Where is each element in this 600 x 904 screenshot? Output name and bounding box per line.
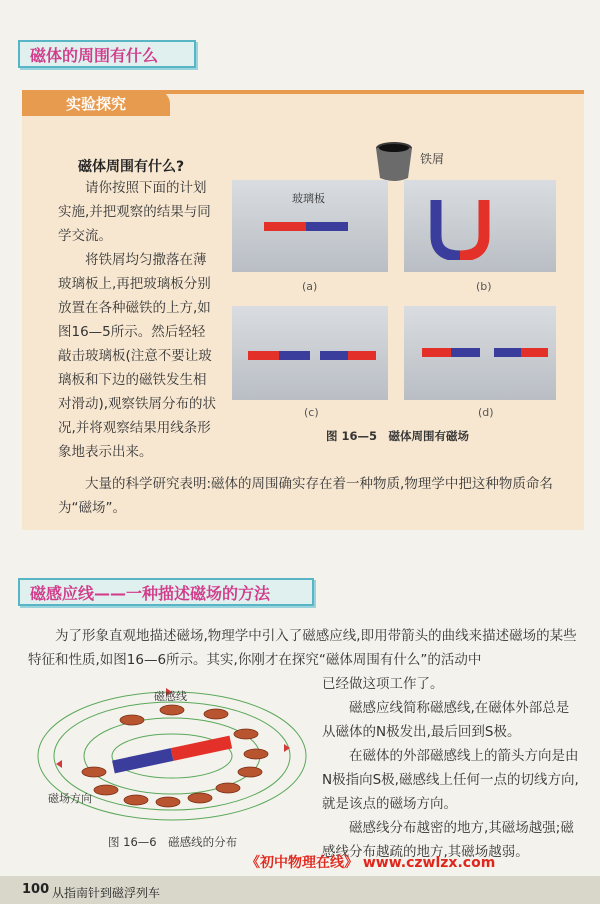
- caption-b: (b): [476, 280, 492, 293]
- field-direction-label: 磁场方向: [48, 792, 92, 805]
- field-lines-label: 磁感线: [154, 690, 187, 703]
- body-paragraph-4: 磁感线分布越密的地方,其磁场越强;磁感线分布越疏的地方,其磁场越弱。: [322, 820, 574, 860]
- page-number: 100: [22, 882, 50, 897]
- iron-filings-beaker-icon: [374, 140, 414, 182]
- u-magnet-b: [430, 196, 490, 260]
- figure-16-6-caption: 图 16—6 磁感线的分布: [108, 835, 238, 849]
- experiment-paragraph-1: 请你按照下面的计划实施,并把观察的结果与同学交流。: [58, 180, 211, 244]
- body-paragraph-1: 为了形象直观地描述磁场,物理学中引入了磁感应线,即用带箭头的曲线来描述磁场的某些特征和性质,如图16—6所示。其实,你刚才在探究“磁体周围有什么”的活动中: [28, 628, 577, 668]
- caption-a: (a): [302, 280, 318, 293]
- bar-magnet-c-right: [320, 351, 376, 360]
- experiment-conclusion: 大量的科学研究表明:磁体的周围确实存在着一种物质,物理学中把这种物质命名为“磁场”。: [58, 476, 553, 516]
- bar-magnet-d-left: [422, 348, 480, 357]
- body-paragraph-1-end: 已经做这项工作了。: [322, 676, 444, 692]
- book-title: 从指南针到磁浮列车: [52, 886, 161, 900]
- iron-filings-label: 铁屑: [420, 152, 445, 166]
- experiment-paragraph-2: 将铁屑均匀撒落在薄玻璃板上,再把玻璃板分别放置在各种磁铁的上方,如图16—5所示。然后轻轻敲击玻璃板(注意不要让玻璃板和下边的磁铁发生相对滑动),观察铁屑分布的状况,并将观察结果用线条形象地表示出来。: [58, 252, 217, 460]
- watermark-text: 《初中物理在线》 www.czwlzx.com: [246, 855, 496, 871]
- caption-d: (d): [478, 406, 494, 419]
- bar-magnet-d-right: [494, 348, 548, 357]
- section-title-field-lines: 磁感应线——一种描述磁场的方法: [18, 578, 314, 606]
- figure-16-5-caption: 图 16—5 磁体周围有磁场: [326, 429, 470, 443]
- glass-plate-label: 玻璃板: [292, 192, 325, 205]
- experiment-subtitle: 磁体周围有什么?: [78, 159, 185, 175]
- bar-magnet-c-left: [248, 351, 310, 360]
- body-paragraph-3: 在磁体的外部磁感线上的箭头方向是由N极指向S极,磁感线上任何一点的切线方向,就是该点的磁场方向。: [322, 748, 579, 812]
- experiment-tab: 实验探究: [22, 90, 170, 116]
- body-paragraph-2: 磁感应线简称磁感线,在磁体外部总是从磁体的N极发出,最后回到S极。: [322, 700, 570, 740]
- bar-magnet-a: [264, 222, 348, 231]
- section-title-magnet-surroundings: 磁体的周围有什么: [18, 40, 196, 68]
- caption-c: (c): [304, 406, 319, 419]
